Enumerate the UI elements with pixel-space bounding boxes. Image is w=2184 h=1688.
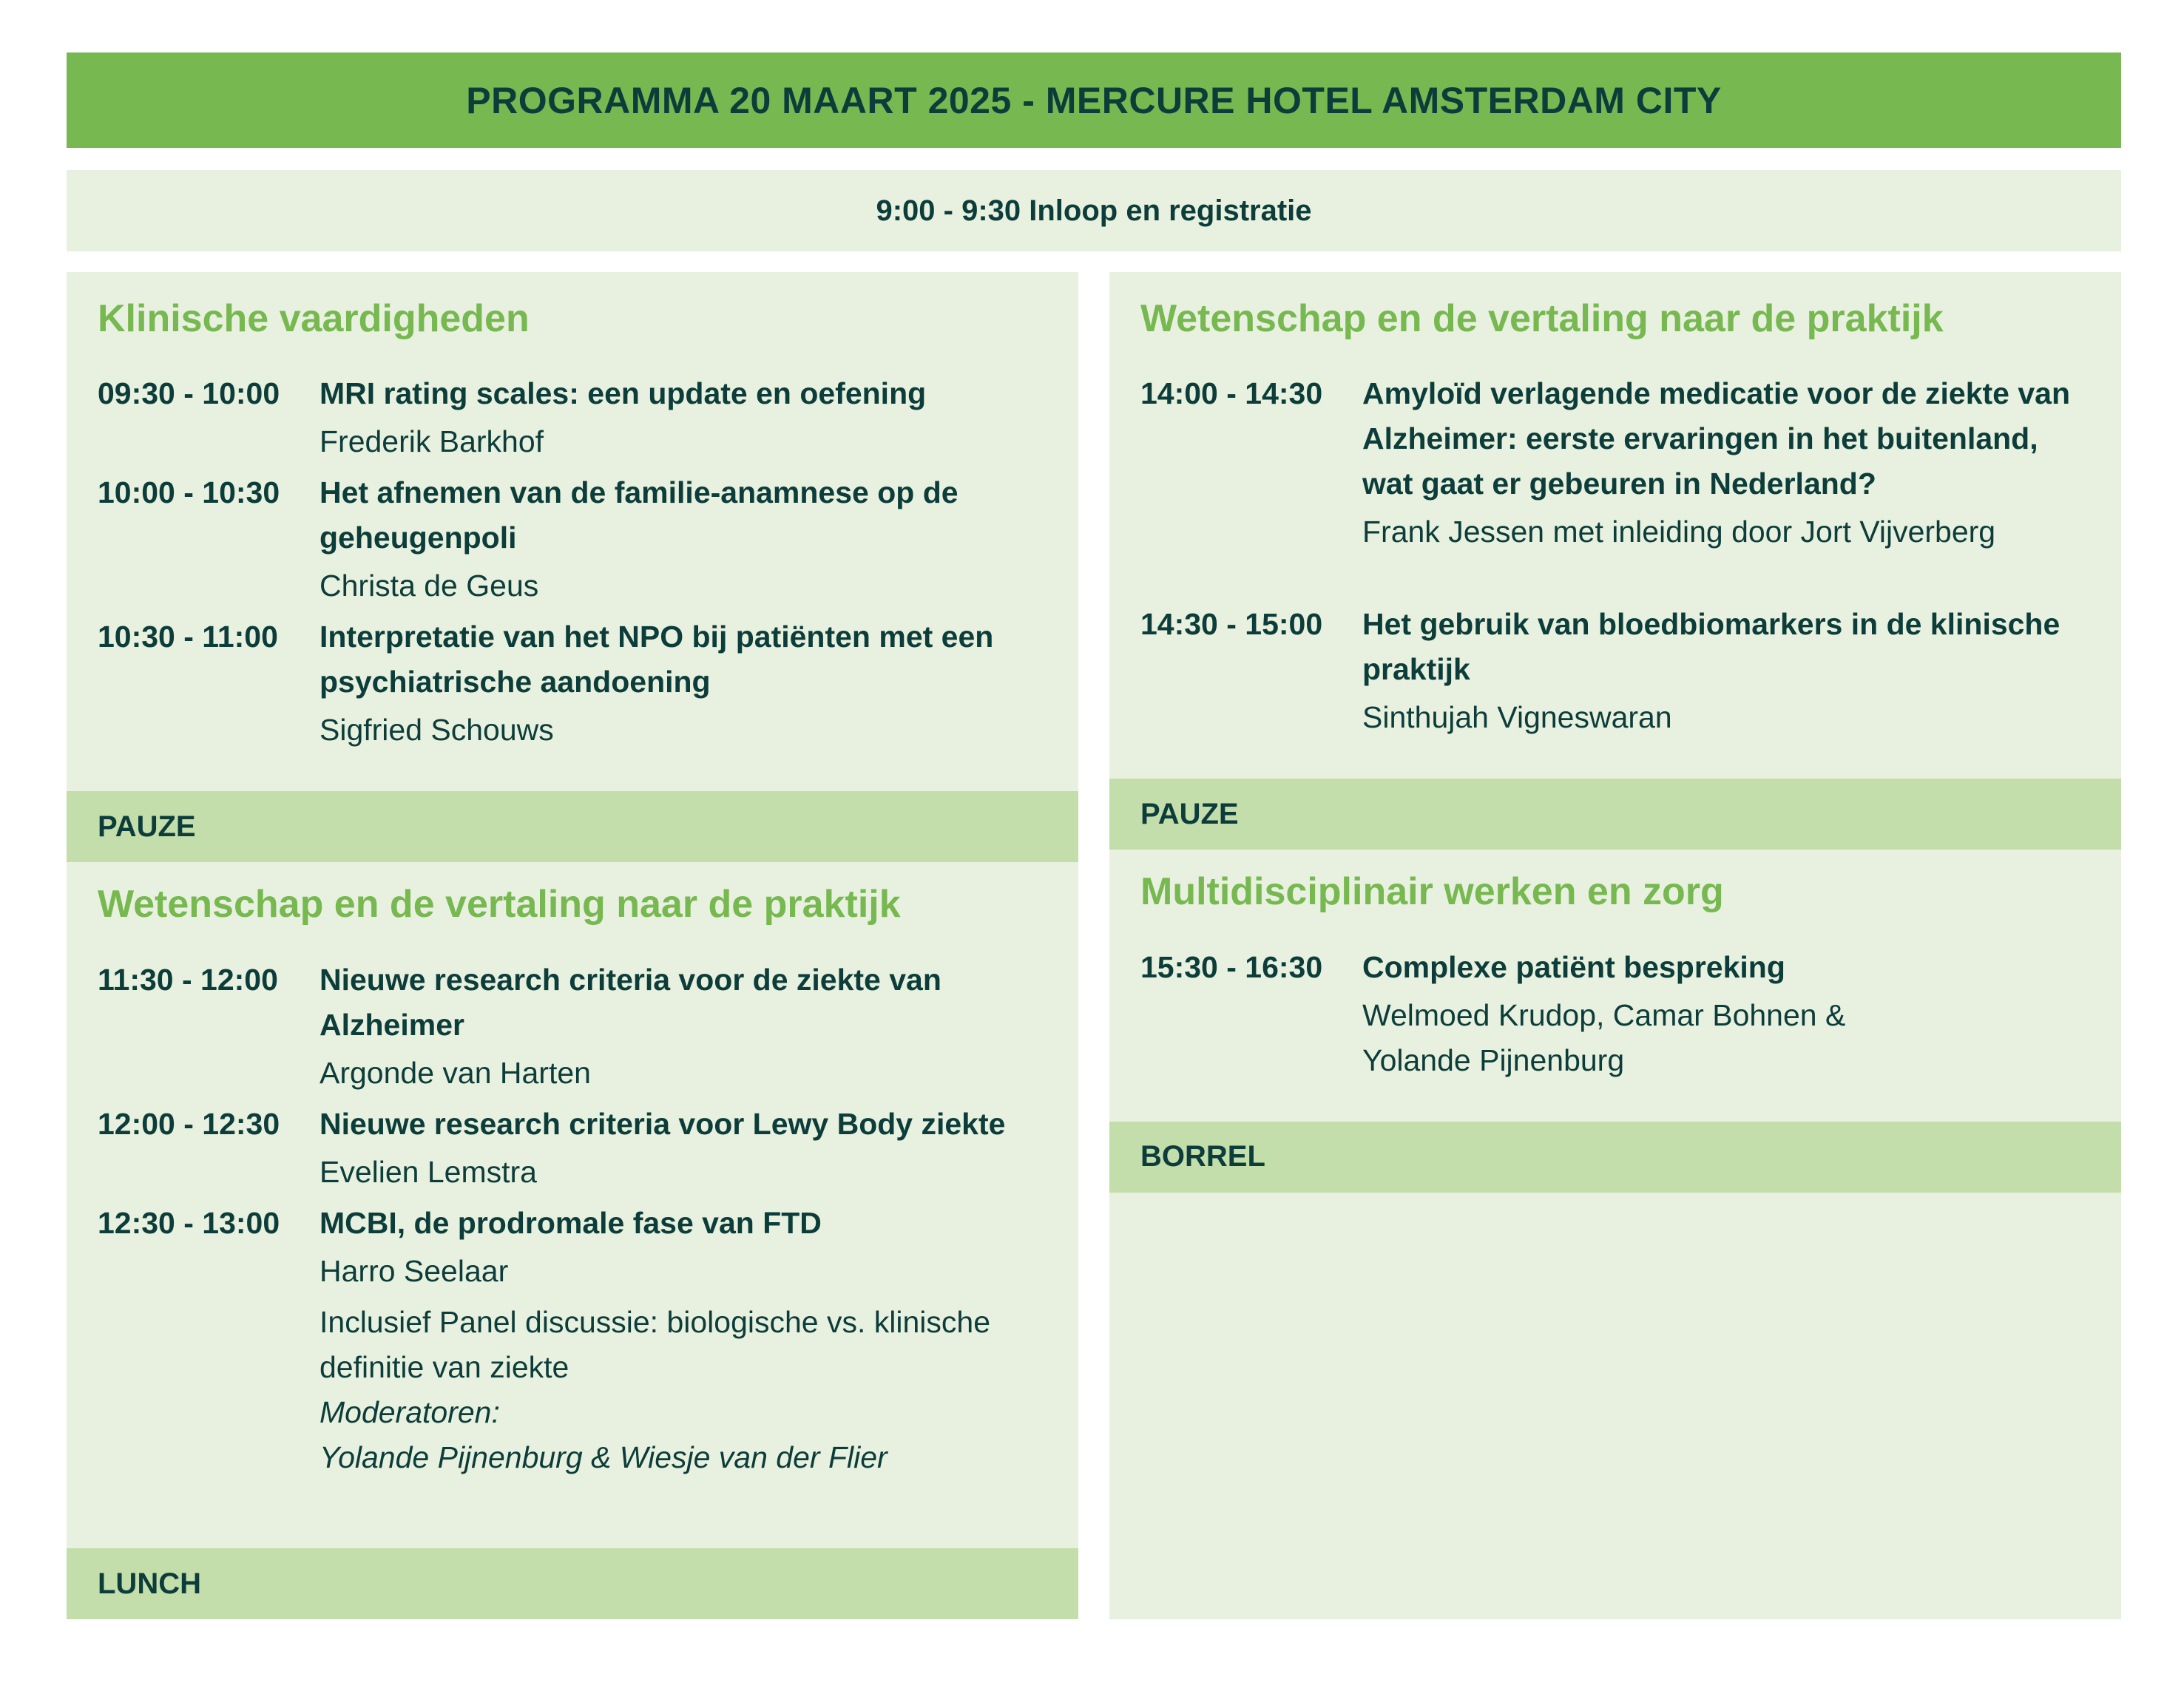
- session-time: 10:30 - 11:00: [98, 620, 278, 654]
- right-column: [1109, 272, 2121, 1619]
- borrel-bar: BORREL: [1109, 1122, 2121, 1193]
- block-title: Wetenschap en de vertaling naar de praktijk: [98, 883, 901, 926]
- block-wetenschap-right: [1109, 272, 2121, 779]
- session-speaker: Evelien Lemstra: [320, 1154, 537, 1189]
- session: [1140, 945, 2090, 1083]
- session-time: 11:30 - 12:00: [98, 962, 278, 997]
- session-speaker: Frederik Barkhof: [320, 424, 544, 459]
- session-title: Complexe patiënt bespreking: [1362, 949, 1785, 984]
- block-multidisciplinair: [1109, 850, 2121, 1121]
- session-title: Amyloïd verlagende medicatie voor de ziekte van Alzheimer: eerste ervaringen in het buitenland, wat gaat er gebeuren in Nederland?: [1362, 376, 2071, 501]
- session: [1140, 602, 2090, 740]
- session-speaker: Argonde van Harten: [320, 1055, 591, 1090]
- block-klinische-vaardigheden: [67, 272, 1078, 791]
- session-title: Het afnemen van de familie-anamnese op de geheugenpoli: [320, 475, 959, 555]
- session-time: 15:30 - 16:30: [1140, 949, 1323, 984]
- pauze-bar: PAUZE: [67, 791, 1078, 862]
- left-column: [67, 272, 1078, 1619]
- session-title: Interpretatie van het NPO bij patiënten met een psychiatrische aandoening: [320, 620, 994, 699]
- session: [98, 1102, 1047, 1195]
- block-wetenschap: [67, 862, 1078, 1518]
- session: [98, 1201, 1047, 1480]
- session-time: 09:30 - 10:00: [98, 376, 280, 411]
- session-speaker: Welmoed Krudop, Camar Bohnen & Yolande Pijnenburg: [1362, 997, 1846, 1077]
- session-note: Inclusief Panel discussie: biologische vs. klinische definitie van ziekte: [320, 1304, 991, 1384]
- program-title: PROGRAMMA 20 MAART 2025 - MERCURE HOTEL AMSTERDAM CITY: [67, 52, 2121, 148]
- lunch-bar: LUNCH: [67, 1548, 1078, 1619]
- session-speaker: Sinthujah Vigneswaran: [1362, 700, 1672, 735]
- moderator-label: Moderatoren:: [320, 1394, 500, 1429]
- block-title: Multidisciplinair werken en zorg: [1140, 870, 1724, 914]
- session-speaker: Christa de Geus: [320, 569, 539, 603]
- session-title: Nieuwe research criteria voor Lewy Body ziekte: [320, 1106, 1006, 1141]
- session-speaker: Sigfried Schouws: [320, 713, 554, 748]
- session: [98, 470, 1047, 609]
- session: [1140, 371, 2090, 555]
- session-title: Nieuwe research criteria voor de ziekte van Alzheimer: [320, 962, 941, 1042]
- session-time: 10:00 - 10:30: [98, 475, 280, 510]
- block-title: Klinische vaardigheden: [98, 297, 530, 340]
- session-time: 14:30 - 15:00: [1140, 607, 1323, 642]
- session-title: MCBI, de prodromale fase van FTD: [320, 1205, 822, 1240]
- moderator-names: Yolande Pijnenburg & Wiesje van der Flier: [320, 1440, 888, 1474]
- session-time: 12:00 - 12:30: [98, 1106, 280, 1141]
- session-time: 12:30 - 13:00: [98, 1205, 280, 1240]
- session-title: Het gebruik van bloedbiomarkers in de klinische praktijk: [1362, 607, 2060, 687]
- session-time: 14:00 - 14:30: [1140, 376, 1323, 411]
- block-title: Wetenschap en de vertaling naar de praktijk: [1140, 297, 1944, 340]
- pauze-bar: PAUZE: [1109, 779, 2121, 850]
- session-speaker: Harro Seelaar: [320, 1253, 509, 1288]
- session-title: MRI rating scales: een update en oefening: [320, 376, 927, 411]
- session-speaker: Frank Jessen met inleiding door Jort Vijverberg: [1362, 515, 1996, 549]
- session: [98, 957, 1047, 1096]
- session: [98, 614, 1047, 753]
- session: [98, 371, 1047, 464]
- registration-bar: 9:00 - 9:30 Inloop en registratie: [67, 170, 2121, 251]
